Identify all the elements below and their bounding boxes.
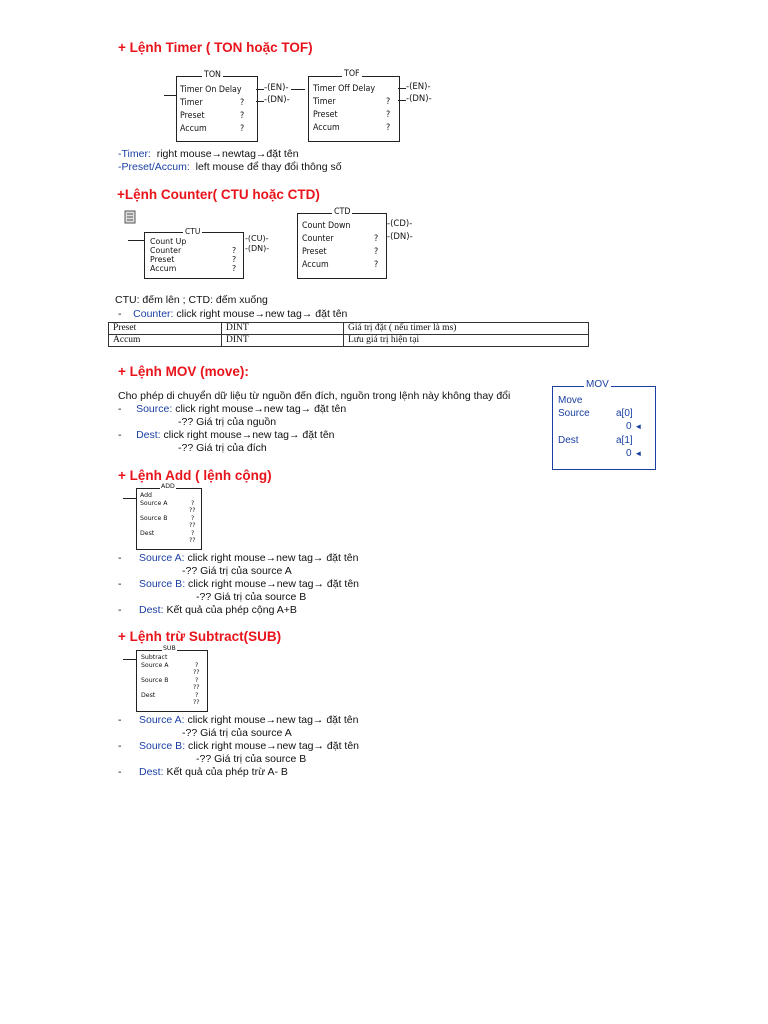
ctu-coil-dn: -(DN)- xyxy=(245,244,270,253)
ton-row-timer-value: ? xyxy=(240,98,245,108)
mov-source-tag: a[0] xyxy=(616,408,633,419)
ctd-row-accum-value: ? xyxy=(374,260,379,270)
ctu-title: CTU xyxy=(185,227,201,236)
mov-heading: + Lệnh MOV (move): xyxy=(118,364,249,379)
add-source-b: Source B xyxy=(140,515,168,522)
table-cell: Giá trị đặt ( nếu timer là ms) xyxy=(344,323,589,335)
sub-line-dest: - Dest: Kết quả của phép trừ A- B xyxy=(118,766,288,778)
tof-title: TOF xyxy=(344,69,360,79)
counter-bullet: - Counter: click right mouse→new tag→ đặt tên xyxy=(118,308,348,320)
sub-dest-value: ? xyxy=(195,692,199,699)
ton-row-accum-value: ? xyxy=(240,124,245,134)
mov-desc: Cho phép di chuyển dữ liệu từ nguồn đến đích, nguồn trong lệnh này không thay đổi xyxy=(118,390,511,402)
sub-label: Subtract xyxy=(141,654,168,661)
mov-line-source: - Source: click right mouse→new tag→ đặt tên xyxy=(118,403,347,415)
sub-source-b-value2: ?? xyxy=(193,684,200,691)
sub-line-b: - Source B: click right mouse→new tag→ đặt tên xyxy=(118,740,360,752)
sub-dest-value2: ?? xyxy=(193,699,200,706)
ctd-title: CTD xyxy=(334,207,351,217)
table-cell: Lưu giá trị hiện tại xyxy=(344,335,589,347)
mov-label: Move xyxy=(558,395,583,406)
mov-dest-tag: a[1] xyxy=(616,435,633,446)
ctd-row-counter: Counter xyxy=(302,234,334,244)
counter-desc: CTU: đếm lên ; CTD: đếm xuống xyxy=(115,294,268,306)
add-source-b-value: ? xyxy=(191,515,195,522)
ctu-row-preset: Preset xyxy=(150,255,175,264)
tof-label: Timer Off Delay xyxy=(313,84,375,94)
ton-row-preset-value: ? xyxy=(240,111,245,121)
arrow-left-icon: ◄ xyxy=(634,422,643,431)
tof-row-preset: Preset xyxy=(313,110,338,120)
add-line-b-sub: -?? Giá trị của source B xyxy=(196,591,307,603)
ctu-row-accum-value: ? xyxy=(232,264,237,273)
add-dest-value2: ?? xyxy=(189,537,196,544)
table-row xyxy=(109,335,589,347)
mov-title: MOV xyxy=(586,379,609,390)
mov-line-dest: - Dest: click right mouse→new tag→ đặt tên xyxy=(118,429,335,441)
mov-source-label: Source xyxy=(558,408,590,419)
sub-source-b: Source B xyxy=(141,677,169,684)
sub-line-b-sub: -?? Giá trị của source B xyxy=(196,753,307,765)
ctd-coil-dn: -(DN)- xyxy=(387,232,413,242)
add-line-a-sub: -?? Giá trị của source A xyxy=(182,565,292,577)
arrow-left-icon: ◄ xyxy=(634,449,643,458)
tof-row-preset-value: ? xyxy=(386,110,391,120)
sub-title: SUB xyxy=(163,645,176,652)
add-source-a-value: ? xyxy=(191,500,195,507)
ton-label: Timer On Delay xyxy=(180,85,242,95)
ctu-row-accum: Accum xyxy=(150,264,177,273)
sub-source-a-value2: ?? xyxy=(193,669,200,676)
sub-line-a: - Source A: click right mouse→new tag→ đặt tên xyxy=(118,714,359,726)
ctd-row-preset: Preset xyxy=(302,247,327,257)
document-icon xyxy=(124,210,136,224)
add-heading: + Lệnh Add ( lệnh cộng) xyxy=(118,468,272,483)
tof-coil-en: -(EN)- xyxy=(406,82,431,92)
tof-row-timer: Timer xyxy=(313,97,336,107)
add-source-a: Source A xyxy=(140,500,168,507)
add-line-dest: - Dest: Kết quả của phép cộng A+B xyxy=(118,604,297,616)
ctu-row-counter-value: ? xyxy=(232,246,237,255)
tof-row-accum: Accum xyxy=(313,123,340,133)
ctd-row-counter-value: ? xyxy=(374,234,379,244)
add-dest-value: ? xyxy=(191,530,195,537)
mov-line-source-sub: -?? Giá trị của nguồn xyxy=(178,416,277,428)
add-source-a-value2: ?? xyxy=(189,507,196,514)
add-line-b: - Source B: click right mouse→new tag→ đặt tên xyxy=(118,578,360,590)
ctu-coil-cu: -(CU)- xyxy=(245,234,269,243)
sub-source-a: Source A xyxy=(141,662,169,669)
add-label: Add xyxy=(140,492,152,499)
table-cell: Accum xyxy=(109,335,222,347)
table-row xyxy=(109,323,589,335)
table-cell: DINT xyxy=(222,323,344,335)
timer-note-1: -Timer: right mouse→newtag→đặt tên xyxy=(118,148,299,160)
ton-row-accum: Accum xyxy=(180,124,207,134)
ton-title: TON xyxy=(204,70,221,80)
add-dest: Dest xyxy=(140,530,155,537)
ton-row-preset: Preset xyxy=(180,111,205,121)
mov-dest-value: 0 ◄ xyxy=(626,448,643,459)
add-line-a: - Source A: click right mouse→new tag→ đặt tên xyxy=(118,552,359,564)
add-source-b-value2: ?? xyxy=(189,522,196,529)
counter-heading: +Lệnh Counter( CTU hoặc CTD) xyxy=(117,187,320,202)
mov-dest-label: Dest xyxy=(558,435,579,446)
table-cell: Preset xyxy=(109,323,222,335)
timer-heading: + Lệnh Timer ( TON hoặc TOF) xyxy=(118,40,313,55)
sub-source-b-value: ? xyxy=(195,677,199,684)
ctu-label: Count Up xyxy=(150,237,187,246)
tof-coil-dn: -(DN)- xyxy=(406,94,432,104)
mov-source-value: 0 ◄ xyxy=(626,421,643,432)
ton-coil-dn: -(DN)- xyxy=(264,95,290,105)
ctu-row-counter: Counter xyxy=(150,246,182,255)
ctd-row-accum: Accum xyxy=(302,260,329,270)
ctu-row-preset-value: ? xyxy=(232,255,237,264)
add-title: ADD xyxy=(161,483,175,490)
sub-dest: Dest xyxy=(141,692,156,699)
counter-param-table xyxy=(108,322,589,347)
timer-note-2: -Preset/Accum: left mouse để thay đổi thông số xyxy=(118,161,342,173)
ctd-row-preset-value: ? xyxy=(374,247,379,257)
tof-row-accum-value: ? xyxy=(386,123,391,133)
mov-line-dest-sub: -?? Giá trị của đích xyxy=(178,442,267,454)
sub-line-a-sub: -?? Giá trị của source A xyxy=(182,727,292,739)
tof-row-timer-value: ? xyxy=(386,97,391,107)
sub-source-a-value: ? xyxy=(195,662,199,669)
ton-row-timer: Timer xyxy=(180,98,203,108)
sub-heading: + Lệnh trừ Subtract(SUB) xyxy=(118,629,282,644)
ctd-label: Count Down xyxy=(302,221,351,231)
table-cell: DINT xyxy=(222,335,344,347)
ctd-coil-cd: -(CD)- xyxy=(387,219,413,229)
ton-coil-en: -(EN)- xyxy=(264,83,289,93)
